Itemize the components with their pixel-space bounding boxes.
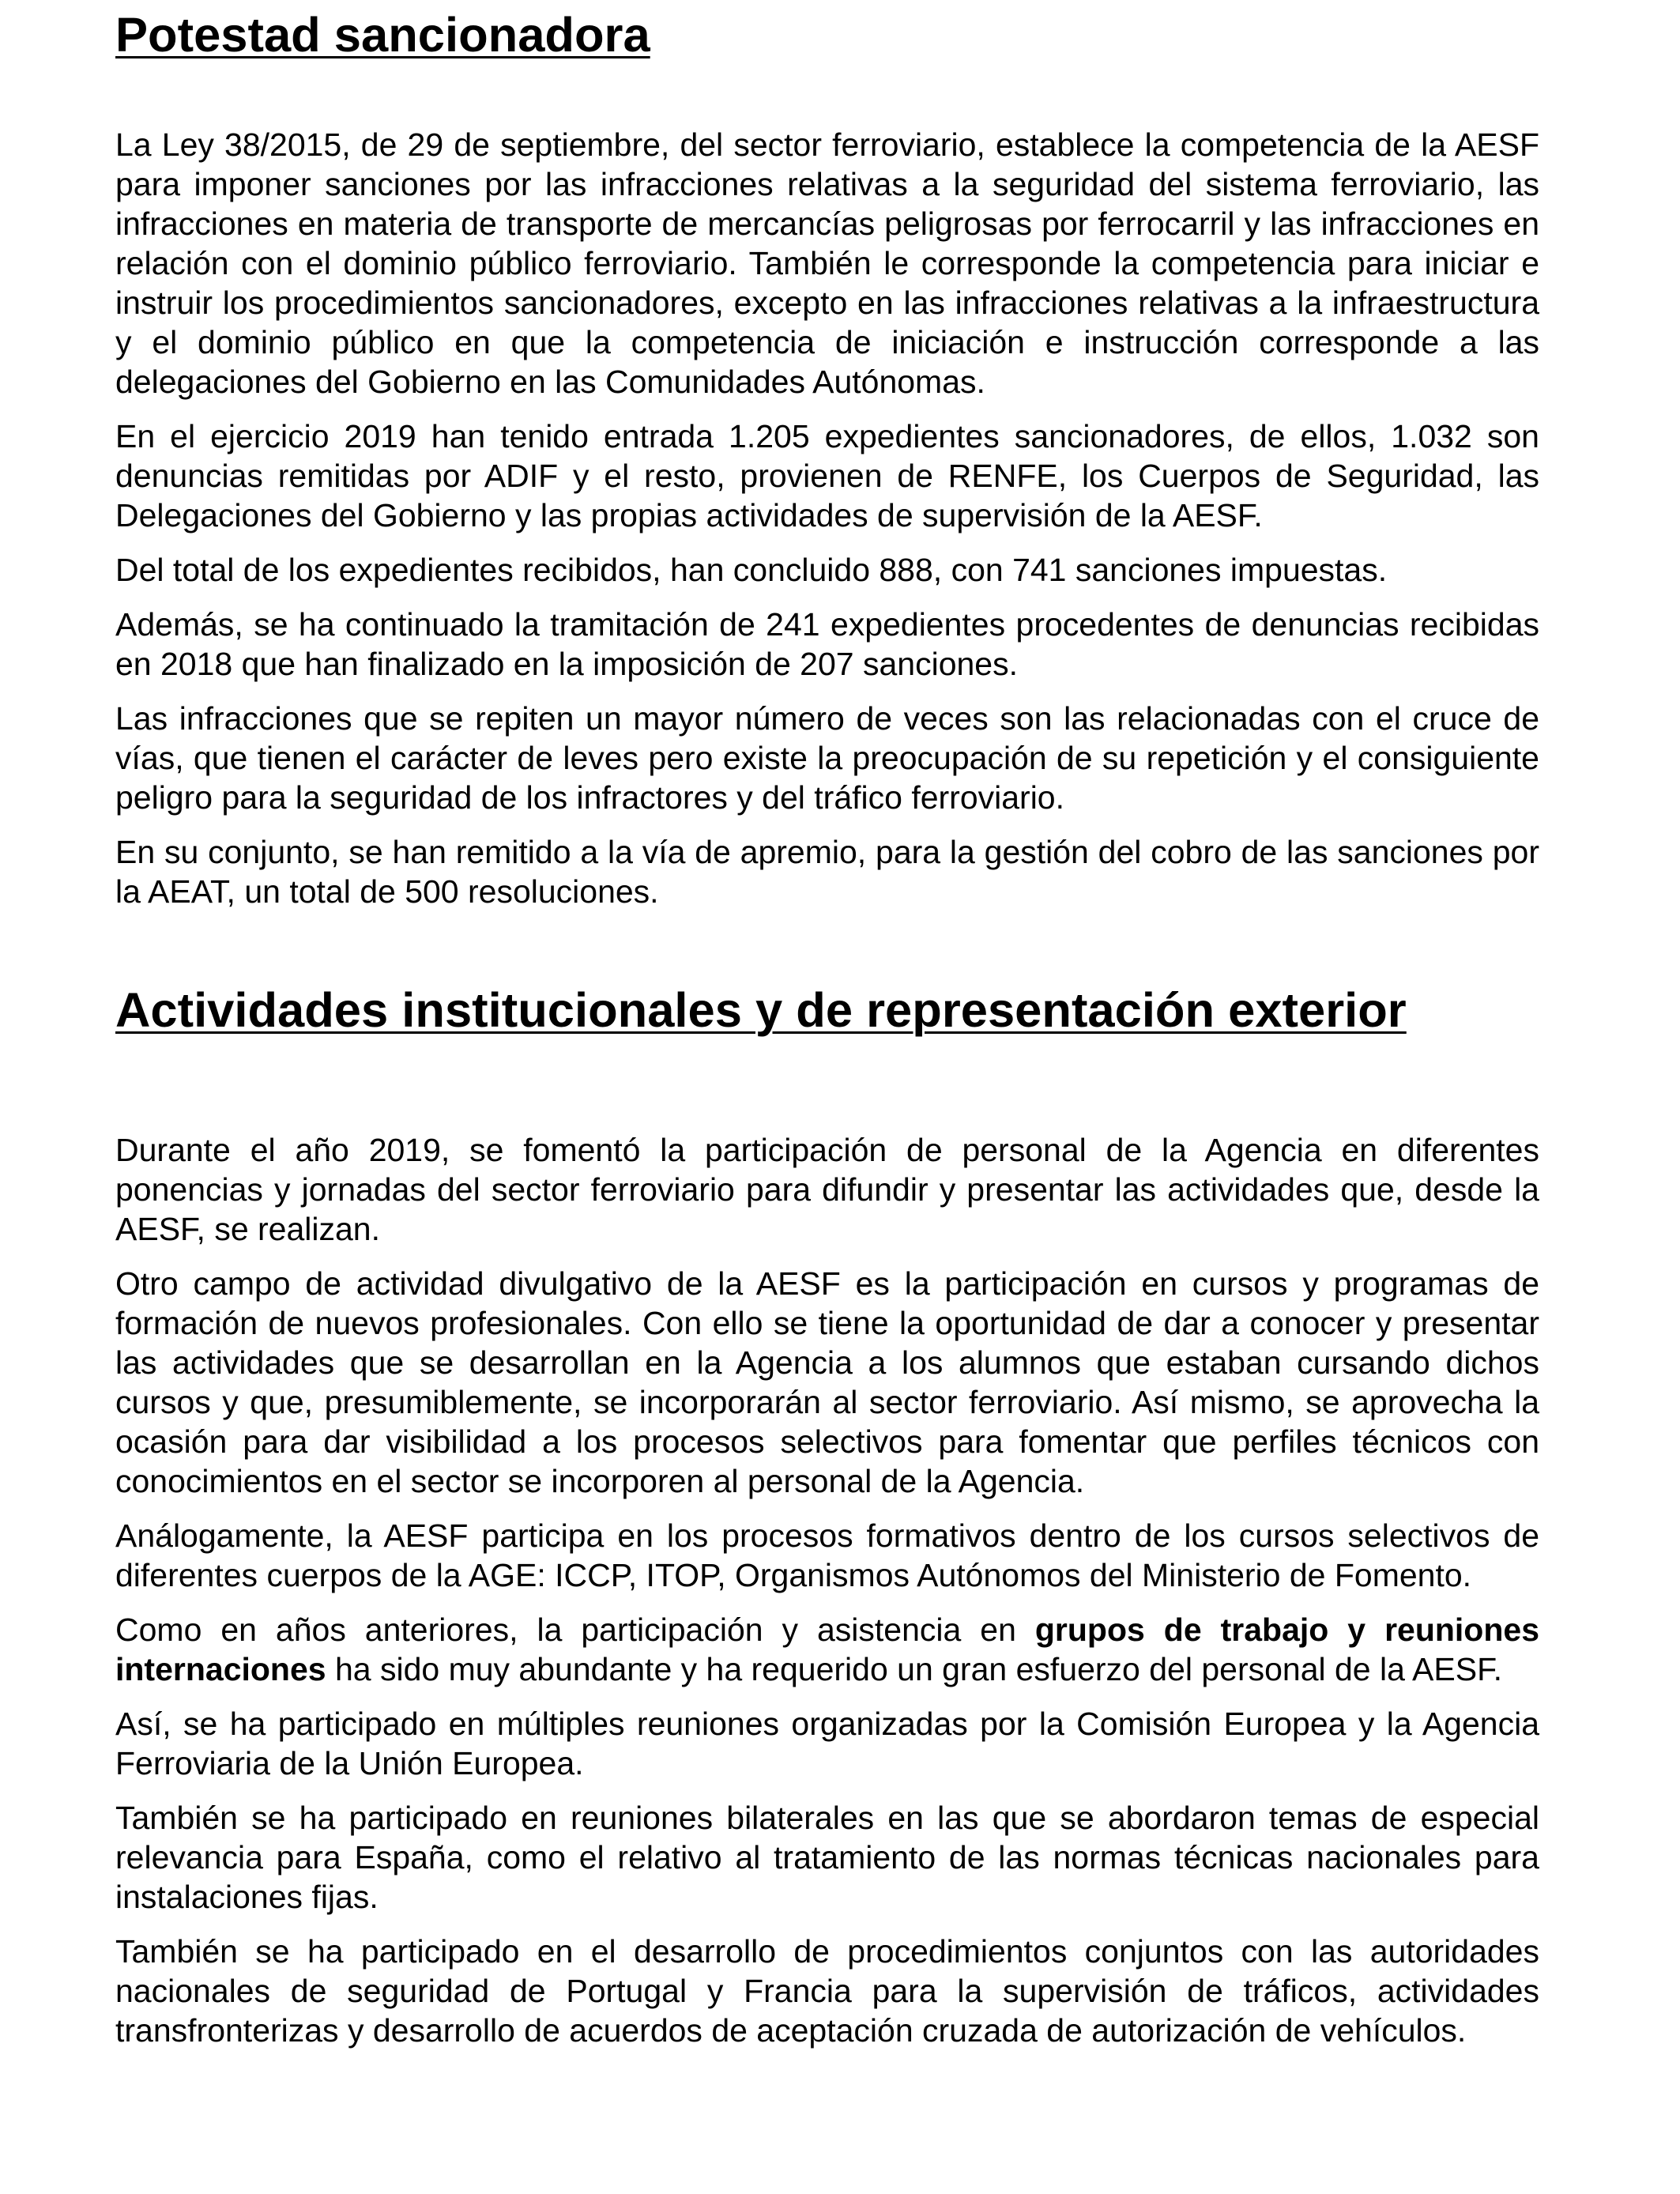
paragraph: También se ha participado en el desarrollo de procedimientos conjuntos con las autoridades nacionales de seguridad de Portugal y Francia para la supervisión de tráficos, actividades transfronterizas y desarrollo de acuerdos de aceptación cruzada de autorización de vehículos.	[115, 1933, 1539, 2049]
document-page	[115, 8, 1540, 2065]
paragraph: En el ejercicio 2019 han tenido entrada 1.205 expedientes sancionadores, de ellos, 1.032 son denuncias remitidas por ADIF y el resto, provienen de RENFE, los Cuerpos de Seguridad, las Delegaciones del Gobierno y las propias actividades de supervisión de la AESF.	[115, 418, 1539, 533]
paragraph-with-emphasis	[115, 1610, 1539, 1689]
paragraph-text-before: Como en años anteriores, la participación y asistencia en	[115, 1612, 1035, 1648]
paragraph: Durante el año 2019, se fomentó la participación de personal de la Agencia en diferentes ponencias y jornadas del sector ferroviario para difundir y presentar las actividades que, desde la AESF, se realizan.	[115, 1132, 1539, 1247]
paragraph: Otro campo de actividad divulgativo de la AESF es la participación en cursos y programas de formación de nuevos profesionales. Con ello se tiene la oportunidad de dar a conocer y presentar las actividades que se desarrollan en la Agencia a los alumnos que estaban cursando dichos cursos y que, presumiblemente, se incorporarán al sector ferroviario. Así mismo, se aprovecha la ocasión para dar visibilidad a los procesos selectivos para fomentar que perfiles técnicos con conocimientos en el sector se incorporen al personal de la Agencia.	[115, 1265, 1539, 1499]
paragraph: Análogamente, la AESF participa en los procesos formativos dentro de los cursos selectivos de diferentes cuerpos de la AGE: ICCP, ITOP, Organismos Autónomos del Ministerio de Fomento.	[115, 1517, 1539, 1593]
paragraph: Además, se ha continuado la tramitación de 241 expedientes procedentes de denuncias recibidas en 2018 que han finalizado en la imposición de 207 sanciones.	[115, 606, 1539, 682]
paragraph: Así, se ha participado en múltiples reuniones organizadas por la Comisión Europea y la Agencia Ferroviaria de la Unión Europea.	[115, 1706, 1539, 1781]
section-heading-potestad-sancionadora: Potestad sancionadora	[115, 8, 650, 62]
paragraph: Las infracciones que se repiten un mayor número de veces son las relacionadas con el cruce de vías, que tienen el carácter de leves pero existe la preocupación de su repetición y el consiguiente peligro para la seguridad de los infractores y del tráfico ferroviario.	[115, 700, 1539, 816]
paragraph: En su conjunto, se han remitido a la vía de apremio, para la gestión del cobro de las sanciones por la AEAT, un total de 500 resoluciones.	[115, 834, 1539, 910]
paragraph-text-after: ha sido muy abundante y ha requerido un gran esfuerzo del personal de la AESF.	[326, 1651, 1502, 1687]
section-heading-actividades-institucionales: Actividades institucionales y de representación exterior	[115, 983, 1407, 1038]
paragraph: La Ley 38/2015, de 29 de septiembre, del sector ferroviario, establece la competencia de la AESF para imponer sanciones por las infracciones relativas a la seguridad del sistema ferroviario, las infracciones en materia de transporte de mercancías peligrosas por ferrocarril y las infracciones en relación con el dominio público ferroviario. También le corresponde la competencia para iniciar e instruir los procedimientos sancionadores, excepto en las infracciones relativas a la infraestructura y el dominio público en que la competencia de iniciación e instrucción corresponde a las delegaciones del Gobierno en las Comunidades Autónomas.	[115, 126, 1539, 400]
paragraph: También se ha participado en reuniones bilaterales en las que se abordaron temas de especial relevancia para España, como el relativo al tratamiento de las normas técnicas nacionales para instalaciones fijas.	[115, 1800, 1539, 1915]
paragraph: Del total de los expedientes recibidos, han concluido 888, con 741 sanciones impuestas.	[115, 552, 1388, 588]
emphasized-text: grupos de trabajo y reuniones internaciones	[115, 1612, 1540, 1687]
